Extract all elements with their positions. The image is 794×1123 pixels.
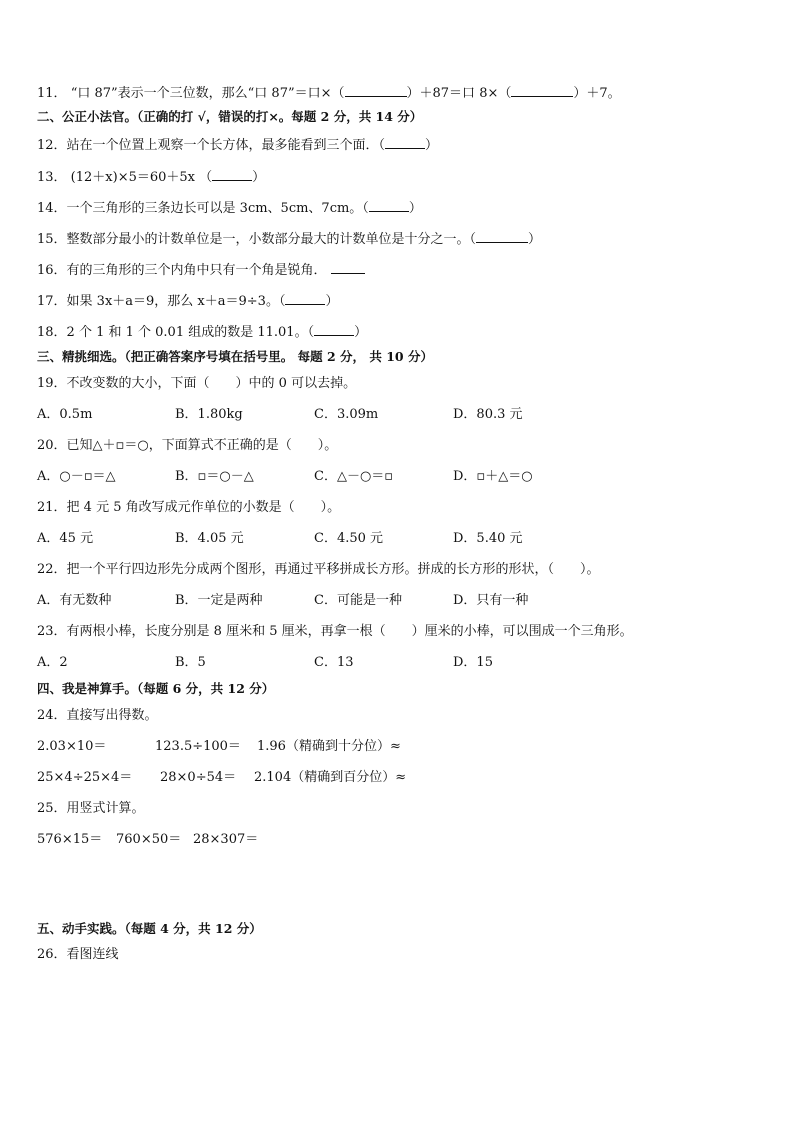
option-b[interactable]: B．▫＝○－△ xyxy=(175,469,254,484)
question-19: 19．不改变数的大小，下面（ ）中的 0 可以去掉。 xyxy=(37,376,357,391)
section-2-heading: 二、公正小法官。（正确的打 √，错误的打×。每题 2 分，共 14 分） xyxy=(37,109,423,124)
option-d[interactable]: D．只有一种 xyxy=(453,593,529,608)
option-d[interactable]: D．▫＋△＝○ xyxy=(453,469,533,484)
question-26: 26．看图连线 xyxy=(37,947,119,962)
option-c[interactable]: C．3.09m xyxy=(314,407,379,422)
option-b[interactable]: B．5 xyxy=(175,655,206,670)
calc-item: 123.5÷100＝ xyxy=(155,739,241,754)
question-20: 20．已知△＋▫＝○，下面算式不正确的是（ ）。 xyxy=(37,438,338,453)
option-d[interactable]: D．80.3 元 xyxy=(453,407,523,422)
question-15: 15．整数部分最小的计数单位是一，小数部分最大的计数单位是十分之一。（ ） xyxy=(37,232,542,247)
question-25: 25．用竖式计算。 xyxy=(37,801,145,816)
section-5-heading: 五、动手实践。（每题 4 分，共 12 分） xyxy=(37,921,262,936)
calc-item: 576×15＝ xyxy=(37,832,103,847)
calc-item: 2.03×10＝ xyxy=(37,739,107,754)
question-24: 24．直接写出得数。 xyxy=(37,708,158,723)
option-a[interactable]: A．0.5m xyxy=(37,407,93,422)
question-11: 11． “口 87”表示一个三位数，那么“口 87”＝口×（ ）＋87＝口 8×（ ）＋7。 xyxy=(37,86,621,101)
option-c[interactable]: C．13 xyxy=(314,655,354,670)
answer-blank[interactable] xyxy=(331,261,365,274)
option-a[interactable]: A．○－▫＝△ xyxy=(37,469,116,484)
calc-item: 25×4÷25×4＝ xyxy=(37,770,133,785)
question-23: 23．有两根小棒，长度分别是 8 厘米和 5 厘米，再拿一根（ ）厘米的小棒，可以围成一个三角形。 xyxy=(37,624,633,639)
question-18: 18．2 个 1 和 1 个 0.01 组成的数是 11.01。（ ） xyxy=(37,325,368,340)
question-17: 17．如果 3x＋a＝9，那么 x＋a＝9÷3。（ ） xyxy=(37,294,339,309)
option-b[interactable]: B．一定是两种 xyxy=(175,593,263,608)
question-16: 16．有的三角形的三个内角中只有一个角是锐角． xyxy=(37,261,365,279)
question-13: 13． (12＋x)×5＝60＋5x （ ） xyxy=(37,170,266,185)
option-a[interactable]: A．2 xyxy=(37,655,68,670)
calc-item: 28×0÷54＝ xyxy=(160,770,237,785)
option-c[interactable]: C．△－○＝▫ xyxy=(314,469,394,484)
calc-item: 2.104（精确到百分位）≈ xyxy=(254,770,407,785)
option-d[interactable]: D．15 xyxy=(453,655,493,670)
question-22: 22．把一个平行四边形先分成两个图形，再通过平移拼成长方形。拼成的长方形的形状，（ ）。 xyxy=(37,562,600,577)
answer-blank[interactable] xyxy=(511,84,573,97)
question-12: 12．站在一个位置上观察一个长方体，最多能看到三个面．（ ） xyxy=(37,138,439,153)
option-b[interactable]: B．1.80kg xyxy=(175,407,243,422)
answer-blank[interactable] xyxy=(345,84,407,97)
question-14: 14．一个三角形的三条边长可以是 3cm、5cm、7cm。（ ） xyxy=(37,201,422,216)
option-a[interactable]: A．45 元 xyxy=(37,531,94,546)
section-3-heading: 三、精挑细选。（把正确答案序号填在括号里。 每题 2 分， 共 10 分） xyxy=(37,349,433,364)
option-b[interactable]: B．4.05 元 xyxy=(175,531,244,546)
answer-blank[interactable] xyxy=(314,323,354,336)
answer-blank[interactable] xyxy=(369,199,409,212)
answer-blank[interactable] xyxy=(476,230,528,243)
calc-item: 1.96（精确到十分位）≈ xyxy=(257,739,401,754)
calc-item: 28×307＝ xyxy=(193,832,259,847)
option-d[interactable]: D．5.40 元 xyxy=(453,531,523,546)
section-4-heading: 四、我是神算手。（每题 6 分，共 12 分） xyxy=(37,681,275,696)
answer-blank[interactable] xyxy=(285,292,325,305)
answer-blank[interactable] xyxy=(212,168,252,181)
option-c[interactable]: C．可能是一种 xyxy=(314,593,402,608)
option-c[interactable]: C．4.50 元 xyxy=(314,531,384,546)
answer-blank[interactable] xyxy=(385,136,425,149)
question-21: 21．把 4 元 5 角改写成元作单位的小数是（ ）。 xyxy=(37,500,341,515)
calc-item: 760×50＝ xyxy=(116,832,182,847)
option-a[interactable]: A．有无数种 xyxy=(37,593,112,608)
